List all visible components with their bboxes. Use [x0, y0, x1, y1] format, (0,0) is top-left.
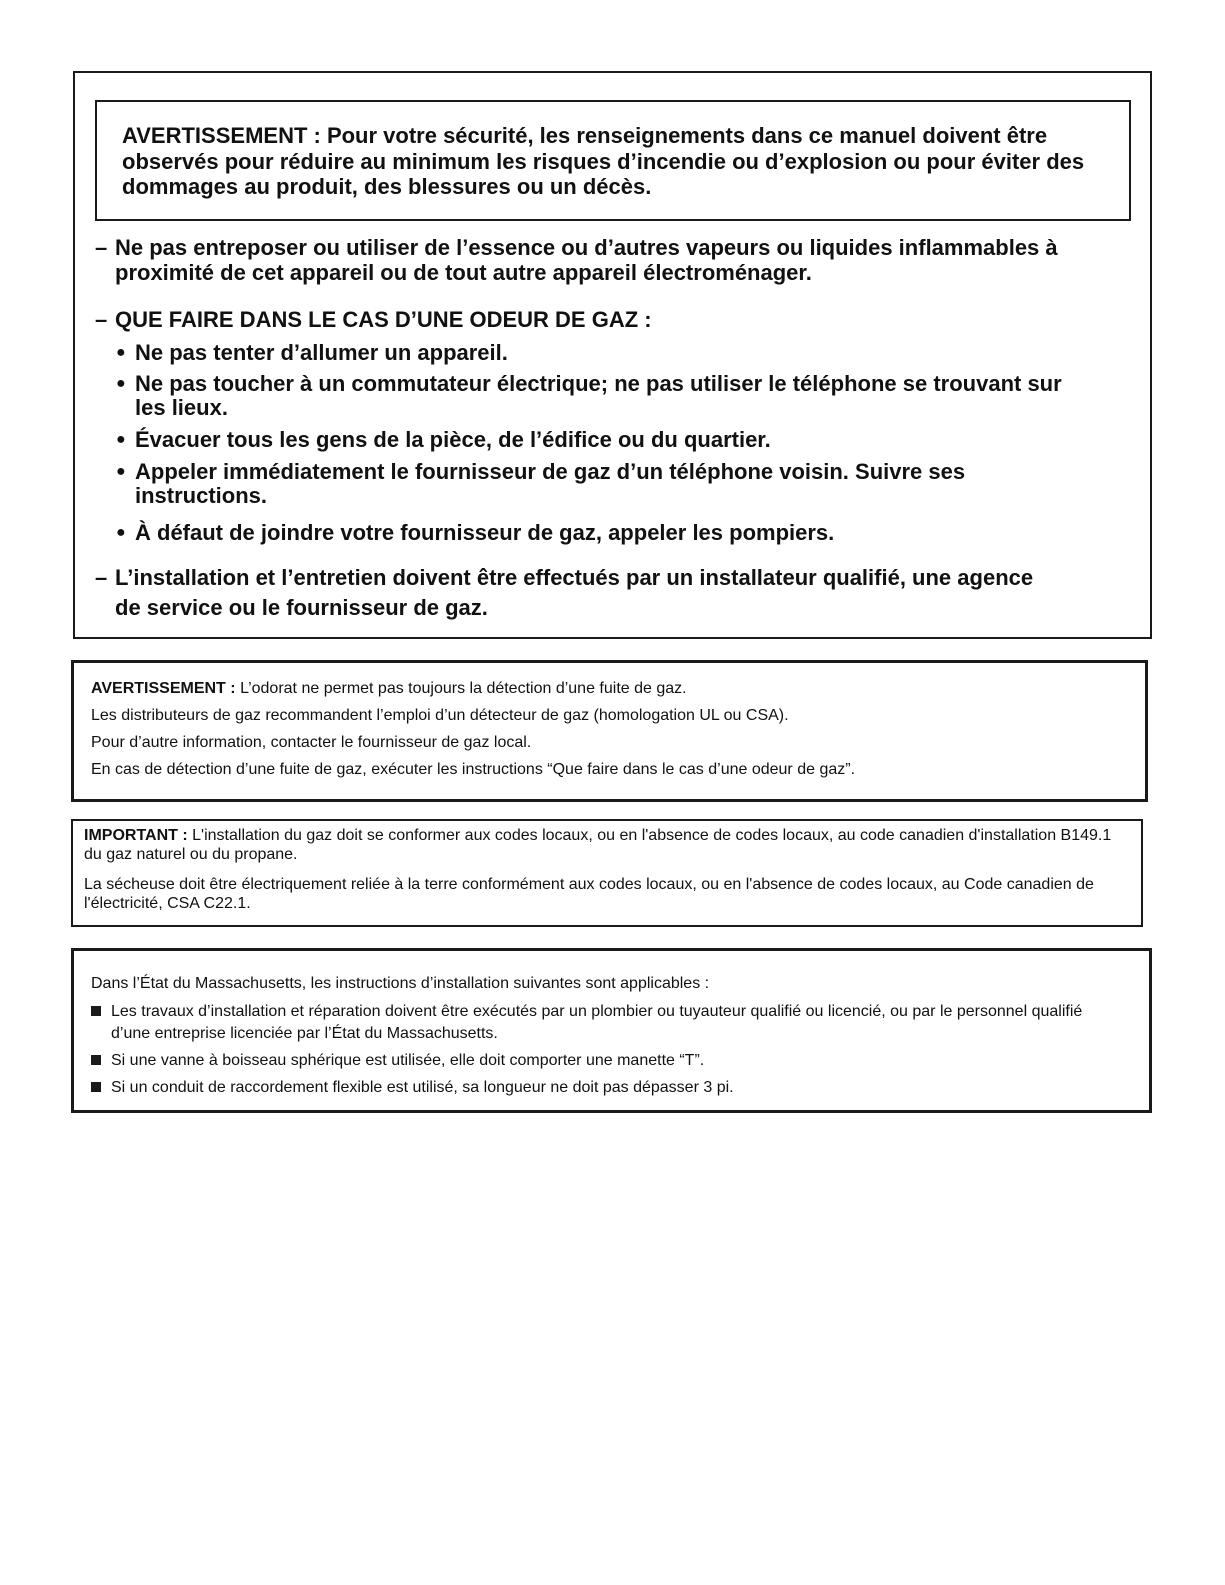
warning-item-installation-text: L’installation et l’entretien doivent être effectués par un installateur qualifié, une agence de service ou le fournisseur de gaz. — [115, 565, 1034, 620]
warning-item-gasoline — [95, 235, 1105, 285]
odor-warning-box — [71, 660, 1148, 802]
warning-headline: AVERTISSEMENT : Pour votre sécurité, les renseignements dans ce manuel doivent être observés pour réduire au minimum les risques d’incendie ou d’explosion ou pour éviter des dommages au produit, des blessures ou un décès. — [122, 123, 1085, 199]
warning-headline-box — [95, 100, 1131, 221]
important-label: IMPORTANT : — [84, 827, 188, 844]
dash-marker: – — [95, 307, 108, 332]
massachusetts-box — [71, 948, 1152, 1113]
bullet-dot-icon: ● — [116, 431, 126, 448]
gas-odor-bullet: ● Ne pas toucher à un commutateur électrique; ne pas utiliser le téléphone se trouvant sur les lieux. — [116, 371, 1062, 420]
odor-warning-label: AVERTISSEMENT : — [91, 680, 236, 697]
massachusetts-item: Si une vanne à boisseau sphérique est utilisée, elle doit comporter une manette “T”. — [111, 1052, 705, 1069]
important-paragraph: La sécheuse doit être électriquement reliée à la terre conformément aux codes locaux, ou en l'absence de codes locaux, au Code canadien de l'électricité, CSA C22.1. — [84, 876, 1094, 912]
safety-warning-box — [73, 71, 1152, 639]
square-bullet-icon — [91, 1055, 101, 1065]
bullet-dot-icon: ● — [116, 375, 126, 392]
massachusetts-item: Si un conduit de raccordement flexible est utilisé, sa longueur ne doit pas dépasser 3 pi. — [111, 1079, 734, 1096]
gas-odor-bullet: ● À défaut de joindre votre fournisseur de gaz, appeler les pompiers. — [116, 520, 835, 545]
square-bullet-icon — [91, 1006, 101, 1016]
gas-odor-bullet: ● Ne pas tenter d’allumer un appareil. — [116, 340, 508, 365]
massachusetts-item: Les travaux d’installation et réparation doivent être exécutés par un plombier ou tuyauteur qualifié ou licencié, ou par le personnel qualifié d’une entreprise licenciée par l’État du Massachusetts. — [111, 1003, 1083, 1042]
important-paragraph: IMPORTANT : L'installation du gaz doit se conformer aux codes locaux, ou en l'absence de codes locaux, au code canadien d'installation B149.1 du gaz naturel ou du propane. — [84, 827, 1112, 863]
odor-line: Les distributeurs de gaz recommandent l’emploi d’un détecteur de gaz (homologation UL ou CSA). — [91, 707, 789, 724]
gas-odor-heading: – QUE FAIRE DANS LE CAS D’UNE ODEUR DE GAZ : — [95, 307, 652, 332]
odor-line: AVERTISSEMENT : L’odorat ne permet pas toujours la détection d’une fuite de gaz. — [91, 680, 687, 697]
dash-marker: – — [95, 235, 108, 260]
bullet-dot-icon: ● — [116, 524, 126, 541]
important-box — [71, 819, 1143, 927]
dash-marker: – — [95, 565, 108, 590]
warning-item-installation — [95, 563, 1040, 623]
massachusetts-intro: Dans l’État du Massachusetts, les instructions d’installation suivantes sont applicables : — [91, 975, 710, 992]
square-bullet-icon — [91, 1082, 101, 1092]
odor-line: Pour d’autre information, contacter le fournisseur de gaz local. — [91, 734, 532, 751]
bullet-dot-icon: ● — [116, 344, 126, 361]
warning-item-gasoline-text: Ne pas entreposer ou utiliser de l’essence ou d’autres vapeurs ou liquides inflammables à proximité de cet appareil ou de tout autre appareil électroménager. — [115, 235, 1058, 285]
bullet-dot-icon: ● — [116, 463, 126, 480]
odor-line: En cas de détection d’une fuite de gaz, exécuter les instructions “Que faire dans le cas d’une odeur de gaz”. — [91, 761, 856, 778]
gas-odor-bullet: ● Appeler immédiatement le fournisseur de gaz d’un téléphone voisin. Suivre ses instructions. — [116, 459, 966, 508]
gas-odor-bullet: ● Évacuer tous les gens de la pièce, de l’édifice ou du quartier. — [116, 427, 771, 452]
